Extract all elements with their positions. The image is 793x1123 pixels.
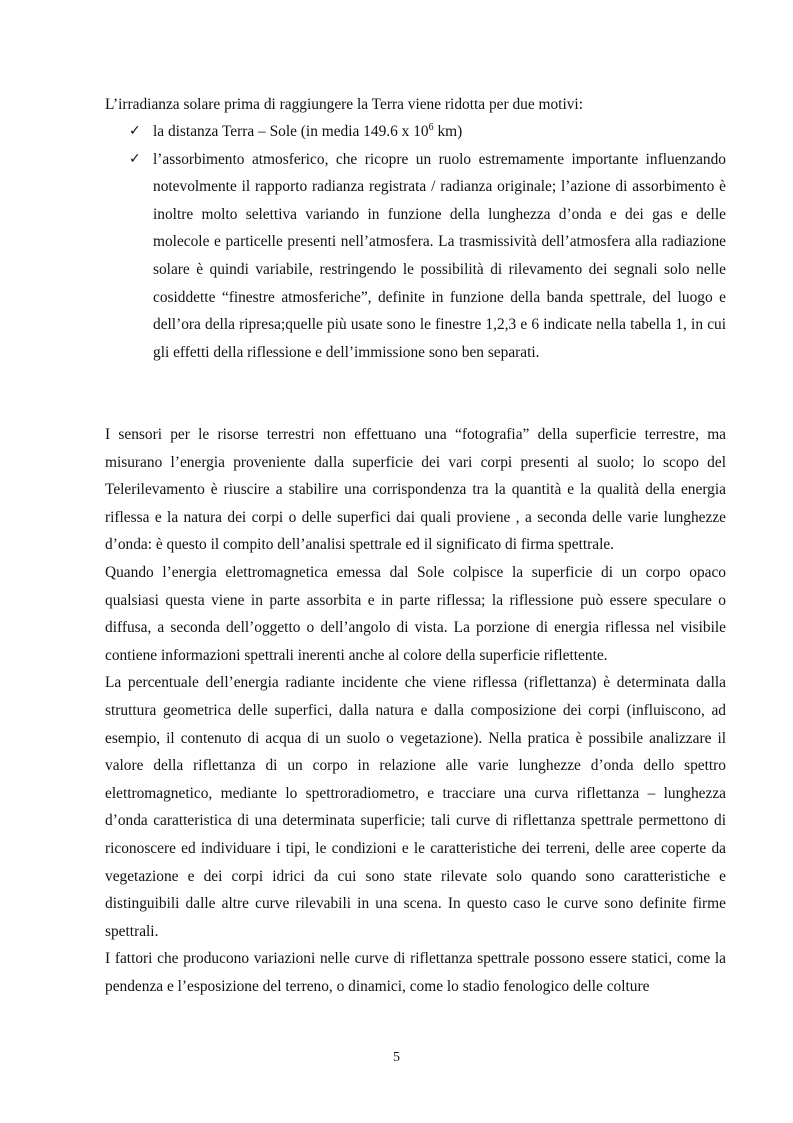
page-number: 5: [393, 1050, 400, 1065]
paragraph: La percentuale dell’energia radiante incidente che viene riflessa (riflettanza) è determinata dalla struttura geometrica delle superfici, dalla natura e dalla composizione dei corpi (influiscono, ad esempio, il contenuto di acqua di un suolo o vegetazione). Nella pratica è possibile analizzare il valore della riflettanza di un corpo in relazione alle varie lunghezze d’onda dello spettro elettromagnetico, mediante lo spettroradiometro, e tracciare una curva riflettanza – lunghezza d’onda caratteristica di una determinata superficie; tali curve di riflettanza spettrale permettono di riconoscere ed individuare i tipi, le condizioni e le caratteristiche dei terreni, delle aree coperte da vegetazione e dei corpi idrici da cui sono state rilevate solo quando sono caratteristiche e distinguibili dalle altre curve rilevabili in una scena. In questo caso le curve sono definite firme spettrali.: [105, 674, 726, 940]
checkmark-icon: ✓: [129, 123, 141, 139]
checkmark-icon: ✓: [129, 150, 141, 167]
paragraph: I sensori per le risorse terrestri non effettuano una “fotografia” della superficie terrestre, ma misurano l’energia proveniente dalla superficie dei vari corpi presenti al suolo; lo scopo del Telerilevamento è riuscire a stabilire una corrispondenza tra la quantità e la qualità della energia riflessa e la natura dei corpi o delle superfici dai quali proviene , a seconda delle varie lunghezze d’onda: è questo il compito dell’analisi spettrale ed il significato di firma spettrale.: [105, 426, 726, 554]
intro-line: L’irradianza solare prima di raggiungere la Terra viene ridotta per due motivi:: [105, 96, 583, 113]
list-item: [105, 146, 726, 367]
exponent: 6: [428, 122, 434, 133]
paragraph: I fattori che producono variazioni nelle curve di riflettanza spettrale possono essere statici, come la pendenza e l’esposizione del terreno, o dinamici, come lo stadio fenologico delle colture: [105, 950, 726, 995]
bullet-text: l’assorbimento atmosferico, che ricopre un ruolo estremamente importante influenzando notevolmente il rapporto radianza registrata / radianza originale; l’azione di assorbimento è inoltre molto selettiva variando in funzione della lunghezza d’onda e dei gas e delle molecole e particelle presenti nell’atmosfera. La trasmissività dell’atmosfera alla radiazione solare è quindi variabile, restringendo le possibilità di rilevamento dei segnali solo nelle cosiddette “finestre atmosferiche”, definite in funzione della banda spettrale, del luogo e dell’ora della ripresa;quelle più usate sono le finestre 1,2,3 e 6 indicate nella tabella 1, in cui gli effetti della riflessione e dell’immissione sono ben separati.: [153, 150, 726, 361]
body-text: [105, 421, 726, 1000]
bullet-text-post: km): [433, 123, 463, 140]
bullet-text-pre: la distanza Terra – Sole (in media 149.6 x 10: [153, 123, 429, 140]
bullet-list: [105, 118, 726, 366]
list-item: [105, 118, 726, 146]
paragraph: Quando l’energia elettromagnetica emessa dal Sole colpisce la superficie di un corpo opaco qualsiasi questa viene in parte assorbita e in parte riflessa; la riflessione può essere speculare o diffusa, a seconda dell’oggetto o dell’angolo di vista. La porzione di energia riflessa nel visibile contiene informazioni spettrali inerenti anche al colore della superficie riflettente.: [105, 563, 726, 664]
